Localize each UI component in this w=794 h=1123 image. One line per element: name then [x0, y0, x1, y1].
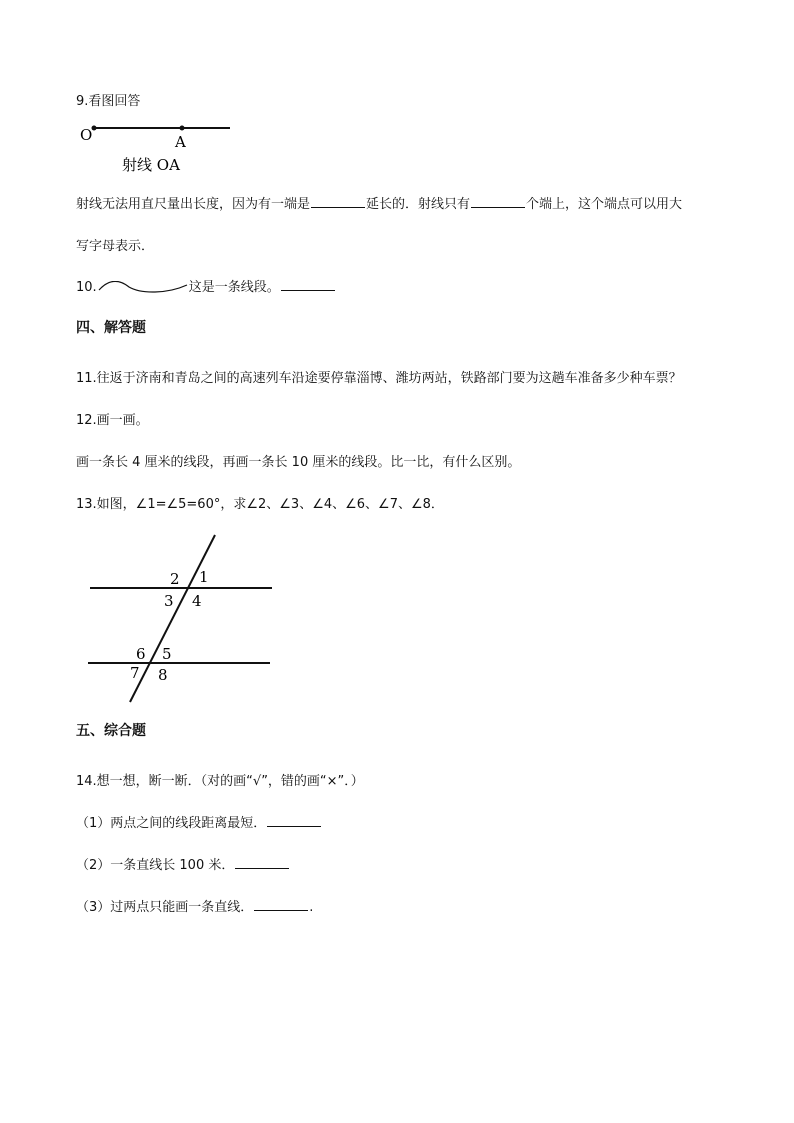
q9-title: 9.看图回答: [76, 94, 141, 109]
section-4-title: 四、解答题: [76, 320, 146, 336]
angle-label-8: 8: [158, 666, 168, 684]
q10: [76, 276, 336, 295]
answer-blank-4[interactable]: [267, 814, 321, 827]
q11-text: 11.往返于济南和青岛之间的高速列车沿途要停靠淄博、潍坊两站，铁路部门要为这趟车准备多少种车票？: [76, 371, 682, 386]
label-o: O: [80, 126, 93, 144]
label-a: A: [175, 133, 186, 151]
parallel-lines-figure: [76, 530, 286, 710]
q10-number: 10.: [76, 280, 97, 295]
q14-title: 14.想一想，断一断．（对的画“√”，错的画“×”．）: [76, 774, 364, 789]
answer-blank-3[interactable]: [281, 278, 335, 291]
answer-blank-2[interactable]: [471, 195, 525, 208]
figure-caption: 射线 OA: [122, 156, 180, 174]
angle-label-5: 5: [162, 645, 172, 663]
q14-item-3-suffix: .: [309, 900, 314, 915]
q14-item-2-text: （2）一条直线长 100 米．: [76, 858, 235, 873]
section-5-title: 五、综合题: [76, 723, 146, 739]
q14-item-3-text: （3）过两点只能画一条直线．: [76, 900, 254, 915]
q9-line1: [76, 193, 682, 212]
answer-blank-1[interactable]: [311, 195, 365, 208]
answer-blank-5[interactable]: [235, 856, 289, 869]
q9-line2: 写字母表示．: [76, 239, 155, 254]
angle-label-1: 1: [199, 568, 209, 586]
angle-label-2: 2: [170, 570, 180, 588]
point-a: [180, 126, 185, 131]
q14-item-3: [76, 896, 313, 915]
q14-item-1-text: （1）两点之间的线段距离最短．: [76, 816, 267, 831]
ray-oa-figure: [76, 118, 246, 178]
transversal-line: [130, 535, 215, 702]
q14-item-2: [76, 854, 290, 873]
curve-figure: [97, 281, 189, 295]
q9-line1-a: 射线无法用直尺量出长度，因为有一端是: [76, 197, 311, 212]
angle-label-3: 3: [164, 592, 174, 610]
q14-item-1: [76, 812, 322, 831]
angle-label-4: 4: [192, 592, 202, 610]
q10-text: 这是一条线段。: [188, 280, 280, 295]
q9-line1-c: 个端上，这个端点可以用大: [526, 197, 683, 212]
q12-title: 12.画一画。: [76, 413, 149, 428]
q12-text: 画一条长 4 厘米的线段，再画一条长 10 厘米的线段。比一比，有什么区别。: [76, 455, 521, 470]
q9-line1-b: 延长的．射线只有: [366, 197, 471, 212]
q13-text: 13.如图，∠1=∠5=60°，求∠2、∠3、∠4、∠6、∠7、∠8．: [76, 497, 444, 512]
answer-blank-6[interactable]: [254, 898, 308, 911]
angle-label-6: 6: [136, 645, 146, 663]
angle-label-7: 7: [130, 664, 140, 682]
